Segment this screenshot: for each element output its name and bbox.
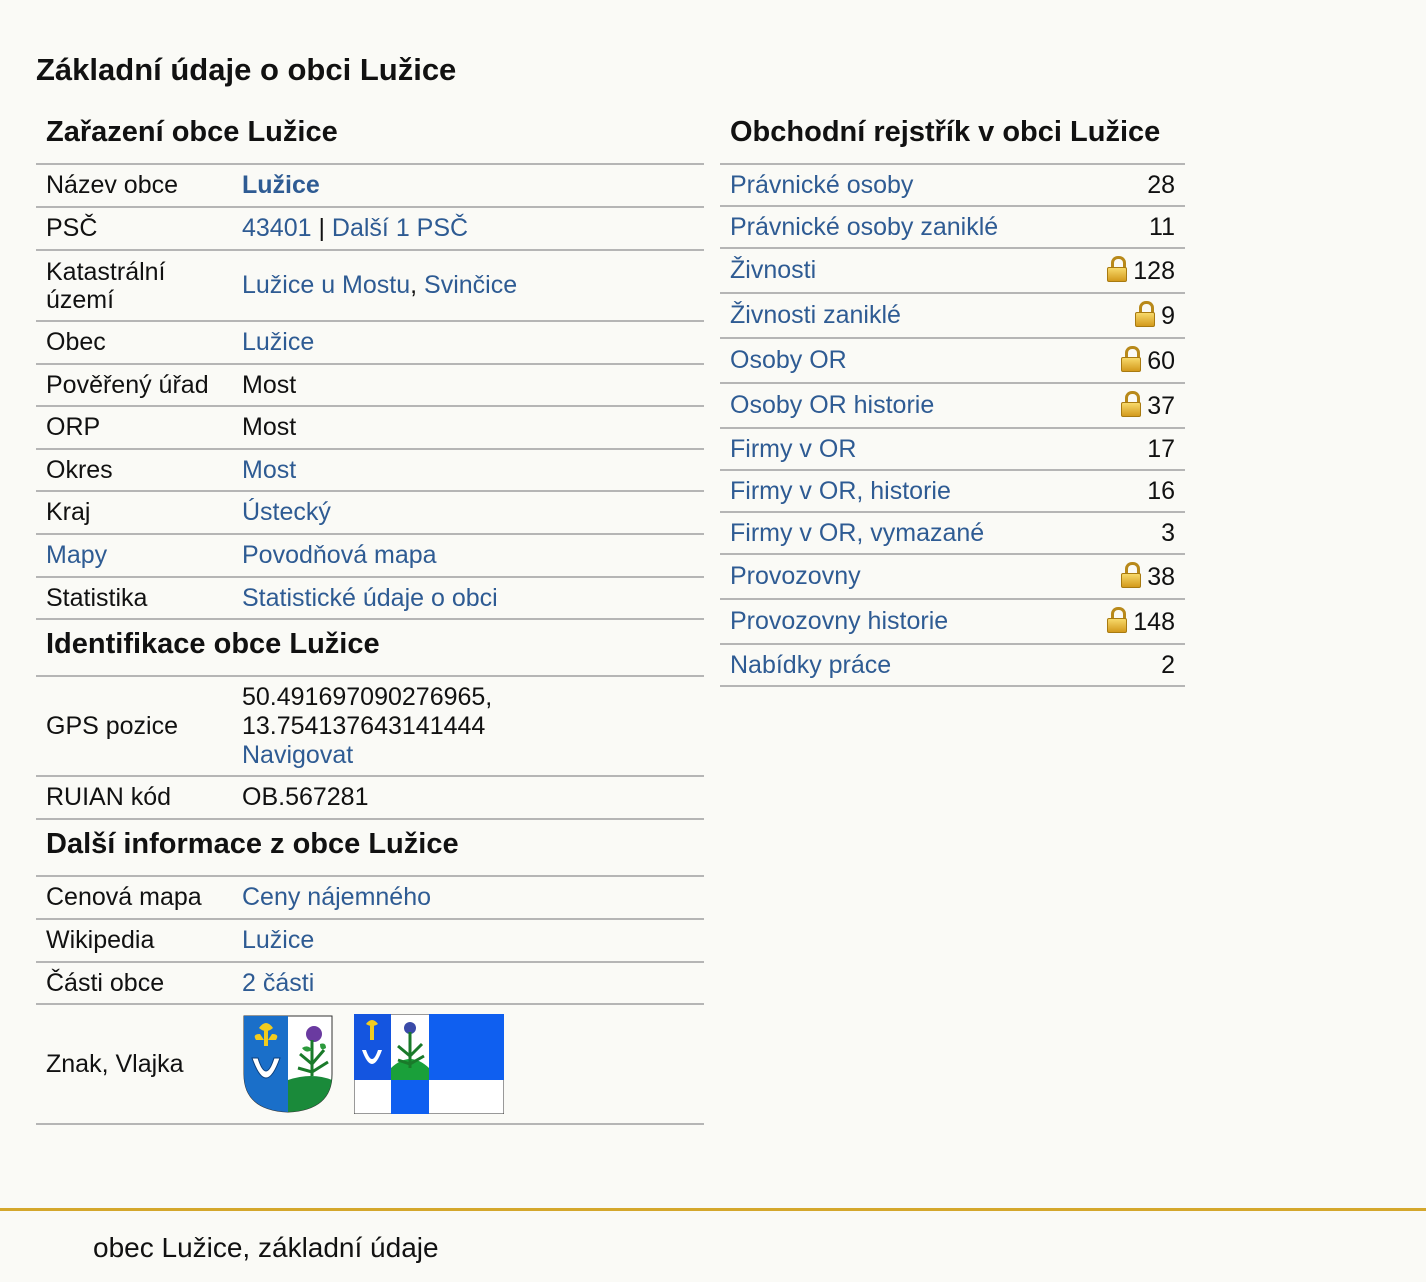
rejstrik-table [720,165,1185,687]
link-kraj[interactable]: Ústecký [242,498,331,526]
link-pravnicke-osoby[interactable]: Právnické osoby [730,170,914,199]
link-nabidky-prace[interactable]: Nabídky práce [730,650,892,679]
label-statistika: Statistika [36,577,232,619]
flag-icon[interactable] [354,1014,504,1114]
label-ruian: RUIAN kód [36,776,232,819]
rejstrik-row [720,512,1185,554]
section-title-identifikace: Identifikace obce Lužice [36,620,704,677]
link-zivnosti-zanikle[interactable]: Živnosti zaniklé [730,301,901,329]
link-mapy[interactable]: Mapy [46,541,108,569]
psc-separator: | [311,214,332,242]
count-pravnicke-osoby: 28 [1076,165,1185,206]
link-navigovat[interactable]: Navigovat [242,740,354,769]
link-nazev-obce[interactable]: Lužice [242,171,320,199]
row-povereny [36,364,704,406]
footer-text: obec Lužice, základní údaje [93,1232,439,1263]
gps-longitude: 13.754137643141444 [242,711,486,740]
row-ruian [36,776,704,819]
link-okres[interactable]: Most [242,455,297,484]
link-statisticke-udaje[interactable]: Statistické údaje o obci [242,583,498,612]
row-znak-vlajka [36,1004,704,1124]
link-osoby-or-historie[interactable]: Osoby OR historie [730,391,935,419]
link-provozovny-historie[interactable]: Provozovny historie [730,607,949,635]
label-psc: PSČ [36,207,232,250]
padlock-icon [1121,391,1141,417]
count-firmy-v-or-historie: 16 [1076,470,1185,512]
row-nazev [36,165,704,207]
link-ceny-najemneho[interactable]: Ceny nájemného [242,883,432,911]
rejstrik-row [720,470,1185,512]
count-zivnosti-zanikle: 9 [1161,301,1175,330]
katastr-separator: , [410,271,425,299]
padlock-icon [1107,256,1127,282]
label-katastr: Katastrální území [36,250,232,321]
count-firmy-v-or: 17 [1076,428,1185,470]
page-title: Základní údaje o obci Lužice [36,52,457,87]
label-znak-vlajka: Znak, Vlajka [36,1004,232,1124]
count-provozovny: 38 [1147,562,1175,591]
count-osoby-or-historie: 37 [1147,391,1175,420]
link-provozovny[interactable]: Provozovny [730,562,861,590]
rejstrik-row [720,293,1185,338]
count-pravnicke-osoby-zanikle: 11 [1076,206,1185,248]
value-orp: Most [232,406,704,449]
count-provozovny-historie: 148 [1133,607,1175,636]
rejstrik-row [720,644,1185,686]
right-column [720,108,1185,687]
link-psc[interactable]: 43401 [242,214,312,242]
link-katastr-luzice[interactable]: Lužice u Mostu [242,271,411,299]
emblems [242,1008,694,1120]
link-firmy-v-or-vymazane[interactable]: Firmy v OR, vymazané [730,518,985,547]
count-nabidky-prace: 2 [1076,644,1185,686]
count-firmy-v-or-vymazane: 3 [1076,512,1185,554]
padlock-icon [1135,301,1155,327]
section-title-zarazeni: Zařazení obce Lužice [36,108,704,165]
rejstrik-row [720,338,1185,383]
link-firmy-v-or[interactable]: Firmy v OR [730,434,857,463]
label-casti-obce: Části obce [36,962,232,1004]
padlock-icon [1121,562,1141,588]
rejstrik-row [720,206,1185,248]
footer-divider [0,1208,1426,1211]
label-cenova-mapa: Cenová mapa [36,877,232,919]
link-zivnosti[interactable]: Živnosti [730,256,817,284]
rejstrik-row [720,383,1185,428]
padlock-icon [1121,346,1141,372]
coat-of-arms-icon[interactable] [242,1014,334,1114]
label-obec: Obec [36,321,232,364]
row-mapy [36,534,704,577]
identifikace-table [36,677,704,820]
value-ruian: OB.567281 [232,776,704,819]
link-osoby-or[interactable]: Osoby OR [730,346,847,374]
padlock-icon [1107,607,1127,633]
row-gps [36,677,704,776]
link-firmy-v-or-historie[interactable]: Firmy v OR, historie [730,476,951,505]
label-wikipedia: Wikipedia [36,919,232,962]
rejstrik-row [720,428,1185,470]
row-casti-obce [36,962,704,1004]
rejstrik-row [720,599,1185,644]
link-povodnova-mapa[interactable]: Povodňová mapa [242,541,437,569]
label-kraj: Kraj [36,491,232,534]
link-wikipedia[interactable]: Lužice [242,926,315,954]
row-psc [36,207,704,250]
label-orp: ORP [36,406,232,449]
row-katastr [36,250,704,321]
link-casti-obce[interactable]: 2 části [242,968,315,997]
row-cenova-mapa [36,877,704,919]
link-obec[interactable]: Lužice [242,328,315,356]
label-nazev: Název obce [36,165,232,207]
dalsi-table [36,877,704,1125]
rejstrik-row [720,165,1185,206]
gps-latitude: 50.491697090276965, [242,682,493,711]
row-kraj [36,491,704,534]
row-orp [36,406,704,449]
value-povereny: Most [232,364,704,406]
left-column [36,108,704,1125]
section-title-dalsi: Další informace z obce Lužice [36,820,704,877]
count-osoby-or: 60 [1147,346,1175,375]
link-katastr-svincice[interactable]: Svinčice [424,271,518,299]
section-title-rejstrik: Obchodní rejstřík v obci Lužice [720,108,1185,165]
row-obec [36,321,704,364]
label-okres: Okres [36,449,232,491]
zarazeni-table [36,165,704,620]
rejstrik-row [720,248,1185,293]
rejstrik-row [720,554,1185,599]
row-wikipedia [36,919,704,962]
link-dalsi-psc[interactable]: Další 1 PSČ [331,214,469,242]
label-gps: GPS pozice [36,677,232,776]
row-okres [36,449,704,491]
count-zivnosti: 128 [1133,256,1175,285]
label-povereny: Pověřený úřad [36,364,232,406]
row-statistika [36,577,704,619]
link-pravnicke-osoby-zanikle[interactable]: Právnické osoby zaniklé [730,212,999,241]
